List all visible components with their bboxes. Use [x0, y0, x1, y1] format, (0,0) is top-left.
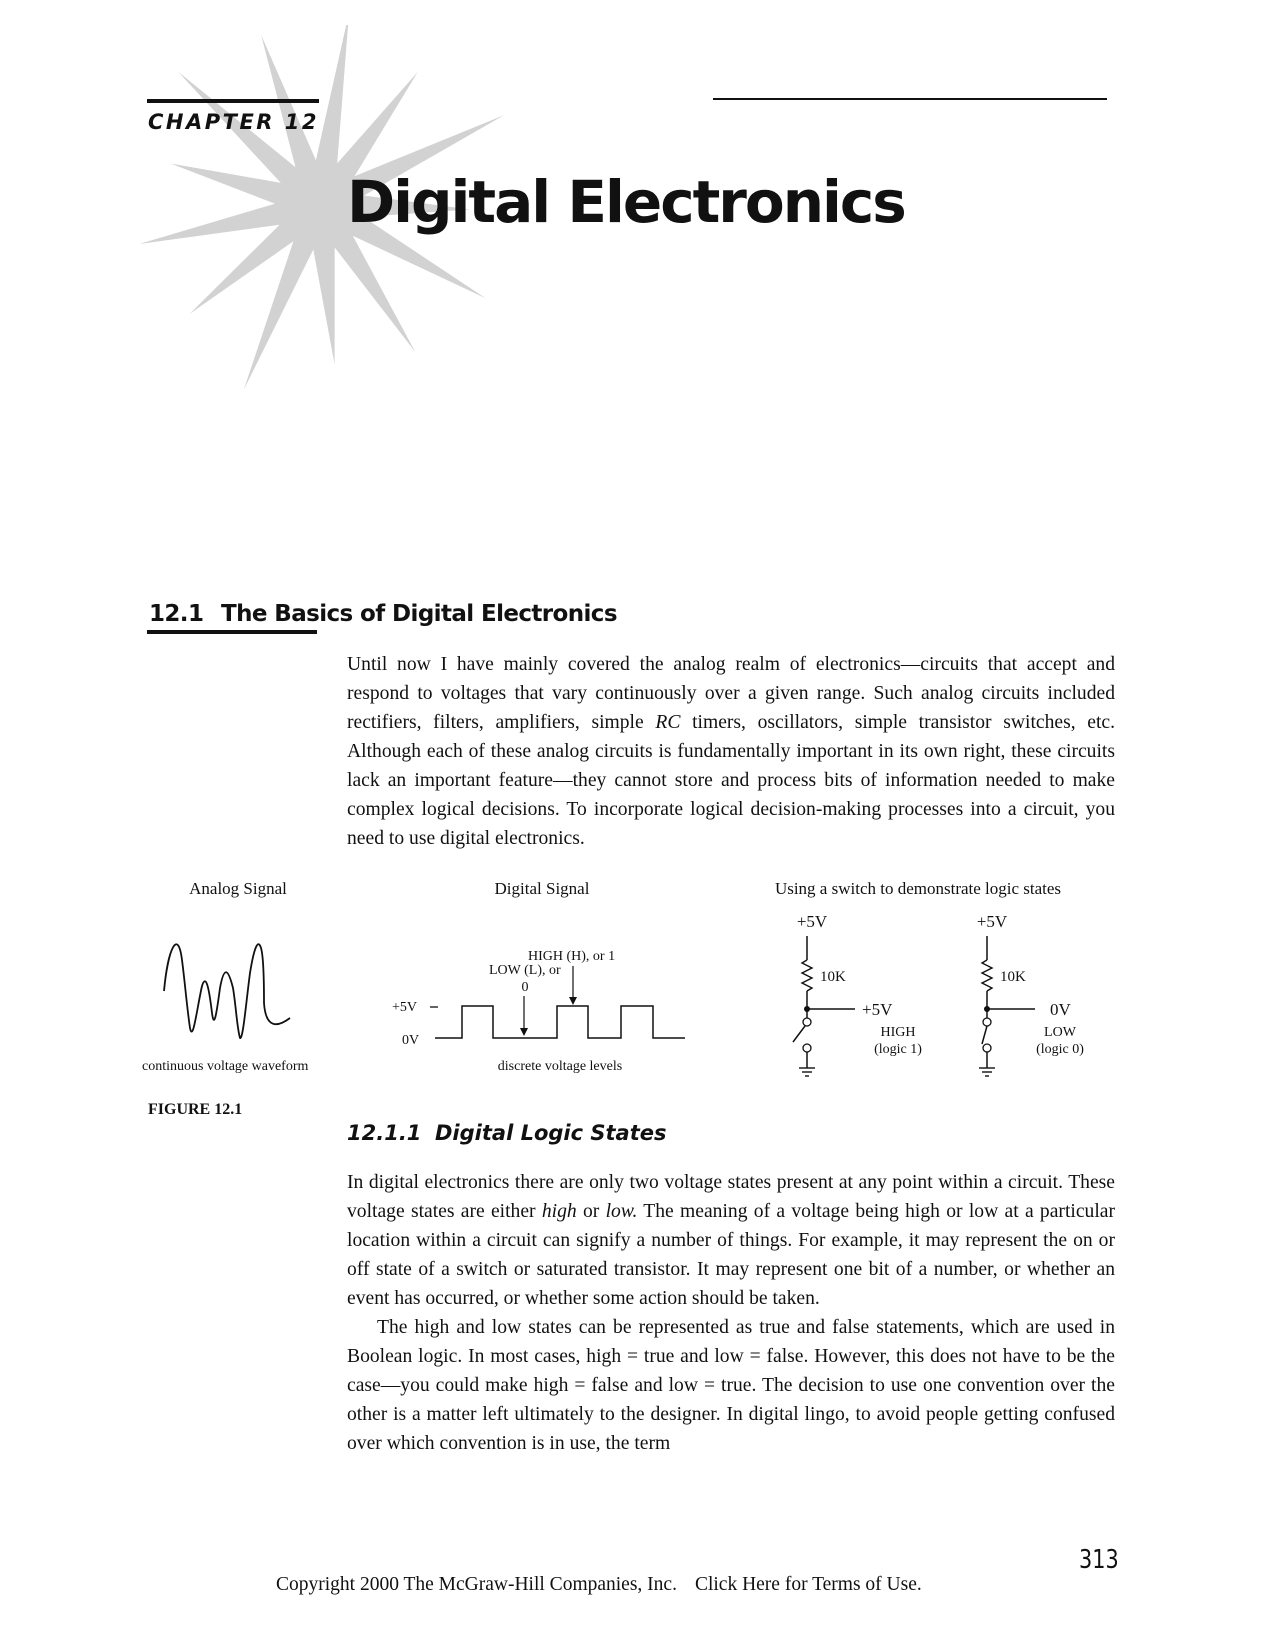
digital-signal-title: Digital Signal	[494, 879, 590, 898]
section-title: The Basics of Digital Electronics	[221, 601, 617, 627]
low-label-line1: LOW (L), or	[489, 963, 561, 978]
high-label: HIGH (H), or 1	[528, 949, 616, 964]
section-rule	[147, 630, 317, 634]
copyright-footer	[276, 1574, 922, 1596]
right-switch	[982, 1026, 987, 1044]
right-resistor	[982, 960, 992, 991]
right-resistor-label: 10K	[1000, 969, 1026, 985]
figure-label: FIGURE 12.1	[148, 1101, 243, 1118]
page-number: 313	[1079, 1545, 1119, 1575]
intro-paragraph	[347, 650, 1115, 853]
analog-caption: continuous voltage waveform	[142, 1059, 309, 1074]
copyright-text: Copyright 2000 The McGraw-Hill Companies, Inc.	[276, 1574, 677, 1595]
analog-waveform	[164, 944, 290, 1038]
chapter-title: Digital Electronics	[347, 168, 905, 236]
chapter-rule	[147, 99, 319, 103]
section-heading	[149, 601, 617, 627]
para2-text-1: In digital electronics there are only two voltage states present at any point within a circuit. These voltage states are either	[347, 1172, 1115, 1222]
high-term: high	[541, 1201, 577, 1222]
subsection-number: 12.1.1	[347, 1121, 422, 1145]
switch-title: Using a switch to demonstrate logic states	[774, 879, 1062, 898]
para2-text-2: or	[576, 1201, 606, 1222]
left-switch-closed	[793, 1026, 805, 1042]
right-supply-label: +5V	[976, 912, 1008, 931]
digital-square-wave	[435, 1006, 685, 1038]
digital-caption: discrete voltage levels	[497, 1059, 623, 1074]
subsection-heading	[347, 1121, 667, 1145]
digital-zero-label: 0V	[402, 1033, 420, 1048]
left-logic-label: (logic 1)	[874, 1042, 922, 1057]
chapter-label: CHAPTER 12	[148, 110, 320, 134]
header-rule	[713, 98, 1107, 100]
high-arrowhead	[569, 997, 577, 1005]
low-term: low.	[605, 1201, 638, 1222]
rc-term: RC	[655, 712, 681, 733]
right-logic-label: (logic 0)	[1036, 1042, 1084, 1057]
left-state-label: HIGH	[880, 1025, 916, 1040]
analog-signal-title: Analog Signal	[189, 879, 287, 898]
left-resistor-label: 10K	[820, 969, 846, 985]
right-state-label: LOW	[1044, 1025, 1076, 1040]
intro-text-2: timers, oscillators, simple transistor switches, etc. Although each of these analog circuits is fundamentally important in its own right, these circuits lack an important feature—they cannot store and process bits of information needed to make complex logical decisions. To incorporate logical decision-making processes into a circuit, you need to use digital electronics.	[347, 712, 1116, 849]
subsection-title: Digital Logic States	[435, 1121, 667, 1145]
terms-link[interactable]: Click Here for Terms of Use.	[694, 1574, 922, 1595]
low-label-line2: 0	[521, 980, 529, 995]
left-supply-label: +5V	[796, 912, 828, 931]
para2-text-3: The meaning of a voltage being high or low at a particular location within a circuit can signify a number of things. For example, it may represent the on or off state of a switch or saturated transistor. It may represent one bit of a number, or whether an event has occurred, or whether some action should be taken.	[347, 1201, 1115, 1309]
section-number: 12.1	[149, 601, 204, 627]
logic-states-text	[347, 1168, 1115, 1458]
left-output-label: +5V	[862, 1000, 893, 1019]
left-resistor	[802, 960, 812, 991]
figure-12-1	[140, 878, 1100, 1088]
right-output-label: 0V	[1050, 1000, 1071, 1019]
boolean-paragraph: The high and low states can be represented as true and false statements, which are used in Boolean logic. In most cases, high = true and low = false. However, this does not have to be the case—you could make high = false and low = true. The decision to use one convention over the other is a matter left ultimately to the designer. In digital lingo, to avoid people getting confused over which convention is in use, the term	[347, 1317, 1115, 1454]
digital-plus5-label: +5V	[392, 1000, 418, 1015]
logic-states-paragraph	[347, 1168, 1115, 1313]
low-arrowhead	[520, 1028, 528, 1036]
intro-text-1: Until now I have mainly covered the analog realm of electronics—circuits that accept and respond to voltages that vary continuously over a given range. Such analog circuits included rectifiers, filters, amplifiers, simple	[347, 654, 1115, 733]
